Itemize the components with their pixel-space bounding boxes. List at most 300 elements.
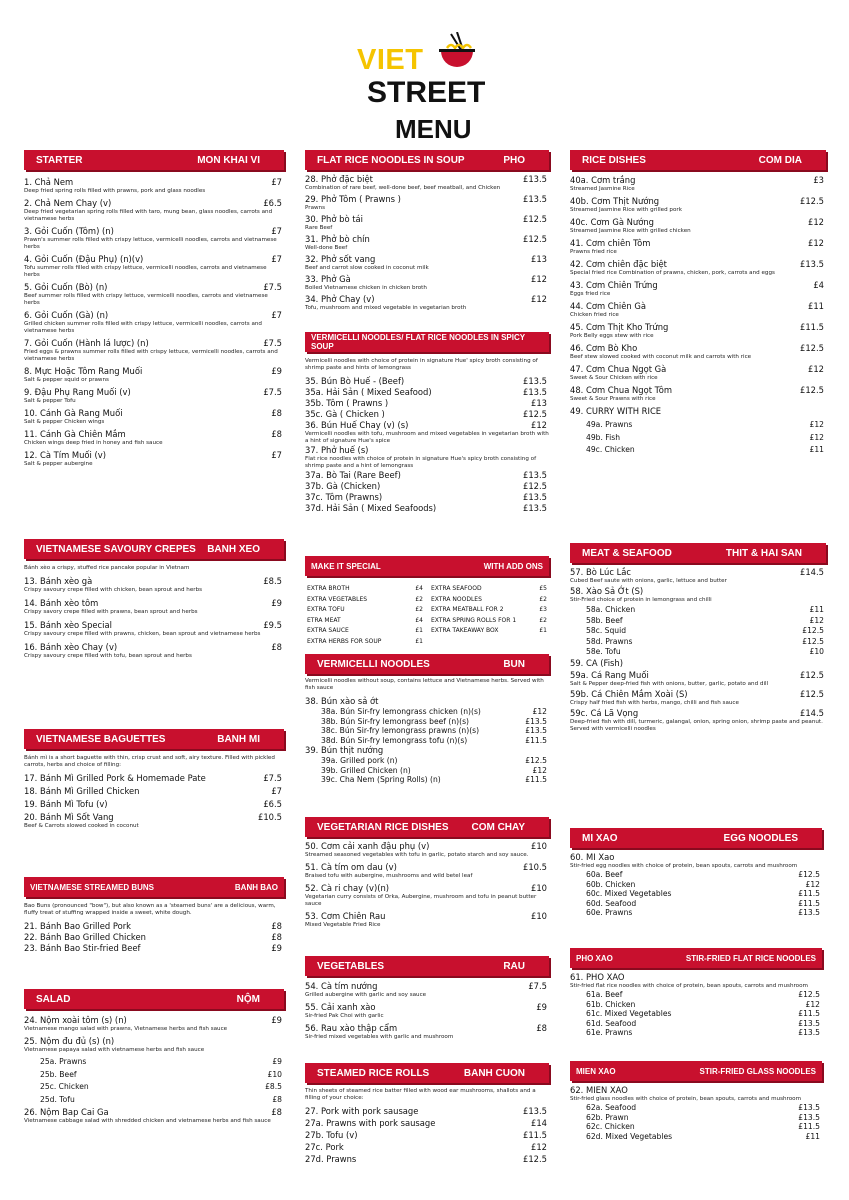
item-description: Beef and carrot slow cooked in coconut milk <box>305 265 429 271</box>
item-name: 58e. Tofu <box>586 647 621 656</box>
menu-item <box>305 398 549 409</box>
item-price: £7 <box>271 786 282 796</box>
item-name: 57. Bò Lúc Lắc <box>570 567 632 577</box>
menu-subitem <box>305 726 549 736</box>
menu-subitem <box>24 1057 284 1067</box>
item-price: £12.5 <box>800 669 824 680</box>
menu-item <box>305 492 549 503</box>
extra-item <box>431 584 547 595</box>
section-header <box>570 543 826 563</box>
menu-subitem <box>305 775 549 785</box>
item-description: Crispy savoury crepe filled with prawns, chicken, bean sprout and vietnamese herbs <box>24 631 261 637</box>
menu-item <box>24 786 284 797</box>
menu-item <box>24 1107 284 1125</box>
section-header <box>305 956 549 976</box>
item-name: 25. Nộm đu đủ (s) (n) <box>24 1036 115 1046</box>
item-price: £12 <box>809 615 824 625</box>
item-name: 28. Phở đặc biệt <box>305 174 373 184</box>
item-name: 60d. Seafood <box>586 898 637 908</box>
item-price: £7 <box>271 226 282 236</box>
item-price: £9 <box>272 1057 282 1066</box>
extra-price: £1 <box>539 627 547 634</box>
menu-item <box>570 301 826 319</box>
section-subtitle: COM CHAY <box>471 821 525 833</box>
extra-item <box>307 584 423 595</box>
menu-item <box>305 911 549 929</box>
item-description: Salt & pepper aubergine <box>24 461 93 467</box>
item-name: 9. Đậu Phụ Rang Muối (v) <box>24 387 131 397</box>
item-name: 58b. Beef <box>586 615 623 625</box>
item-price: £10 <box>531 841 547 851</box>
item-price: £10 <box>809 647 824 656</box>
item-description: Special fried rice Combination of prawns, chicken, pork, carrots and eggs <box>570 270 775 276</box>
item-name: 21. Bánh Bao Grilled Pork <box>24 921 132 931</box>
menu-item <box>24 254 284 279</box>
extra-item <box>431 616 547 627</box>
item-name: 52. Cà ri chay (v)(n) <box>305 883 390 893</box>
item-name: 49c. Chicken <box>586 445 635 454</box>
item-description: Deep fried spring rolls filled with prawns, pork and glass noodles <box>24 188 206 194</box>
menu-item <box>570 196 826 214</box>
item-description: Streamed Jasmine Rice with grilled pork <box>570 207 682 213</box>
item-price: £9 <box>536 1002 547 1012</box>
menu-item <box>570 322 826 340</box>
menu-item <box>24 450 284 468</box>
item-name: 62d. Mixed Vegetables <box>586 1131 673 1141</box>
menu-item <box>305 409 549 420</box>
item-description: Crispy half fried fish with herbs, mango, chilli and fish sauce <box>570 699 739 706</box>
section-header <box>570 1061 822 1081</box>
menu-item <box>570 1085 822 1103</box>
item-name: 25c. Chicken <box>40 1082 89 1091</box>
section-title: MIEN XAO <box>576 1066 616 1076</box>
menu-item <box>570 238 826 256</box>
menu-item <box>570 364 826 382</box>
extra-price: £1 <box>415 637 423 645</box>
menu-subitem <box>570 1000 822 1010</box>
item-name: 49b. Fish <box>586 432 621 442</box>
item-name: 59b. Cá Chiên Mắm Xoài (S) <box>570 688 688 699</box>
item-price: £14 <box>531 1118 547 1128</box>
item-price: £8 <box>271 642 282 652</box>
item-price: £12 <box>808 217 824 227</box>
item-description: Beef summer rolls filled with crispy lettuce, vermicelli noodles, carrots and vietnamese herbs <box>24 293 268 306</box>
item-price: £12.5 <box>798 990 820 999</box>
section-header <box>24 150 284 170</box>
section-header <box>570 948 822 968</box>
item-name: 32. Phở sốt vang <box>305 254 376 264</box>
item-price: £12.5 <box>800 196 824 206</box>
extras-column <box>431 584 547 647</box>
menu-subitem <box>570 889 822 899</box>
item-description: Rare Beef <box>305 225 333 231</box>
section-title: STARTER <box>36 154 83 166</box>
section-pho <box>305 150 549 312</box>
extra-item <box>431 595 547 606</box>
menu-subitem <box>570 1132 822 1142</box>
item-name: 39a. Grilled pork (n) <box>321 756 398 765</box>
section-header <box>24 539 284 559</box>
menu-item <box>570 670 826 688</box>
menu-subitem <box>570 1009 822 1019</box>
item-description: Sweet & Sour Prawns with rice <box>570 396 656 402</box>
item-name: 59c. Cá Lã Vọng <box>570 707 639 718</box>
item-price: £12 <box>809 432 824 442</box>
item-name: 12. Cà Tím Muối (v) <box>24 450 107 460</box>
item-name: 47. Cơm Chua Ngọt Gà <box>570 364 667 374</box>
item-price: £12.5 <box>802 626 824 635</box>
section-subtitle: THIT & HAI SAN <box>725 547 802 559</box>
item-description: Stir-fried glass noodles with choice of protein, bean spouts, carrots and mushroom <box>570 1096 802 1102</box>
item-price: £7.5 <box>263 773 282 783</box>
menu-item <box>305 696 549 707</box>
item-name: 39b. Grilled Chicken (n) <box>321 765 411 775</box>
item-name: 40b. Cơm Thịt Nướng <box>570 196 660 206</box>
item-price: £13.5 <box>798 1112 820 1122</box>
item-description: Crispy savory crepe filled with prawns, bean sprout and herbs <box>24 609 198 615</box>
item-description: Prawns <box>305 205 326 211</box>
item-name: 34. Phở Chay (v) <box>305 294 375 304</box>
item-description: Flat rice noodles with choice of protein in signature Hue's spicy broth consisting of shrimp paste and a hint of lemongrass <box>305 456 537 469</box>
section-title: FLAT RICE NOODLES IN SOUP <box>317 154 465 166</box>
menu-item <box>305 387 549 398</box>
item-name: 38a. Bún Sir-fry lemongrass chicken (n)(s) <box>321 707 481 716</box>
item-name: 30. Phở bò tái <box>305 214 363 224</box>
item-price: £8 <box>271 429 282 439</box>
item-name: 17. Bánh Mì Grilled Pork & Homemade Pate <box>24 773 206 783</box>
menu-item <box>24 177 284 195</box>
item-name: 40c. Cơm Gà Nướng <box>570 217 654 227</box>
menu-item <box>24 576 284 594</box>
section-header <box>305 817 549 837</box>
item-price: £13.5 <box>523 174 547 184</box>
extra-price: £2 <box>539 595 547 603</box>
item-price: £13.5 <box>523 470 547 480</box>
item-name: 16. Bánh xèo Chay (v) <box>24 642 118 652</box>
item-name: 10. Cánh Gà Rang Muối <box>24 408 123 418</box>
item-price: £6.5 <box>263 198 282 208</box>
item-name: 23. Bánh Bao Stir-fried Beef <box>24 943 141 953</box>
item-name: 40a. Cơm trắng <box>570 175 636 185</box>
item-description: Boiled Vietnamese chicken in chicken broth <box>305 285 427 291</box>
item-name: 18. Bánh Mì Grilled Chicken <box>24 786 140 796</box>
item-name: 24. Nộm xoài tôm (s) (n) <box>24 1015 127 1025</box>
item-price: £11.5 <box>525 735 547 745</box>
item-name: 35c. Gà ( Chicken ) <box>305 409 385 419</box>
section-rice-rolls <box>305 1063 549 1165</box>
menu-subitem <box>570 433 826 443</box>
item-description: Sir-fried mixed vegetables with garlic and mushroom <box>305 1034 454 1040</box>
menu-subitem <box>570 1028 822 1038</box>
item-name: 25a. Prawns <box>40 1057 87 1066</box>
item-price: £4 <box>813 280 824 290</box>
item-price: £8.5 <box>263 576 282 586</box>
item-name: 27a. Prawns with pork sausage <box>305 1118 436 1128</box>
menu-item <box>24 282 284 307</box>
menu-subitem <box>570 605 826 615</box>
logo-line-menu: MENU <box>395 114 472 144</box>
section-salad <box>24 989 284 1125</box>
item-description: Crispy savoury crepe filled with chicken, bean sprout and herbs <box>24 587 203 593</box>
extra-name: EXTRA VEGETABLES <box>307 595 368 603</box>
extra-name: EXTRA TAKEAWAY BOX <box>431 627 499 634</box>
section-title: VERMICELLI NOODLES <box>317 658 430 670</box>
menu-item <box>305 470 549 481</box>
item-price: £12.5 <box>523 481 547 491</box>
menu-item <box>305 1106 549 1117</box>
item-name: 35. Bún Bò Huế - (Beef) <box>305 376 405 386</box>
item-name: 61e. Prawns <box>586 1028 633 1037</box>
item-price: £12 <box>808 238 824 248</box>
item-price: £7 <box>271 310 282 320</box>
menu-item <box>24 366 284 384</box>
section-crepes <box>24 539 284 660</box>
extra-name: ETRA MEAT <box>307 616 341 624</box>
menu-item <box>24 799 284 810</box>
menu-subitem <box>570 1113 822 1123</box>
section-title: RICE DISHES <box>582 154 646 166</box>
item-name: 20. Bánh Mì Sốt Vang <box>24 812 114 822</box>
item-name: 38. Bún xào sả ớt <box>305 696 379 706</box>
item-name: 37a. Bò Tai (Rare Beef) <box>305 470 401 480</box>
item-price: £12.5 <box>800 688 824 699</box>
item-description: Well-done Beef <box>305 245 348 251</box>
item-price: £7 <box>271 177 282 187</box>
section-title: MEAT & SEAFOOD <box>582 547 672 559</box>
item-name: 43. Cơm Chiên Trứng <box>570 280 658 290</box>
item-description: Streamed seasoned vegetables with tofu in garlic, potato starch and soy sauce. <box>305 852 529 858</box>
item-description: Eggs fried rice <box>570 291 611 297</box>
item-price: £3 <box>813 175 824 185</box>
item-price: £13.5 <box>525 726 547 735</box>
extra-price: £4 <box>415 616 423 624</box>
item-name: 27d. Prawns <box>305 1154 357 1164</box>
item-price: £12.5 <box>800 343 824 353</box>
menu-item <box>570 586 826 604</box>
section-title: MAKE IT SPECIAL <box>311 561 381 571</box>
item-description: Salt & Pepper deep-fried fish with onions, butter, garlic, potato and dill <box>570 680 769 687</box>
item-name: 4. Gỏi Cuốn (Đậu Phụ) (n)(v) <box>24 254 144 264</box>
item-description: Tofu summer rolls filled with crispy lettuce, vermicelli noodles, carrots and vietnamese herbs <box>24 265 267 278</box>
item-price: £13.5 <box>523 503 547 513</box>
item-name: 11. Cánh Gà Chiên Mắm <box>24 429 126 439</box>
item-price: £9 <box>271 943 282 953</box>
menu-item <box>24 226 284 251</box>
section-intro: Vermicelli noodles without soup, contains lettuce and Vietnamese herbs. Served with fish sauce <box>305 678 544 691</box>
menu-subitem <box>570 445 826 455</box>
menu-item <box>24 408 284 426</box>
section-header <box>305 1063 549 1083</box>
item-description: Beef stew slowed cooked with coconut milk and carrots with rice <box>570 354 752 360</box>
item-price: £13 <box>531 398 547 408</box>
menu-item <box>24 429 284 447</box>
section-buns <box>24 877 284 954</box>
item-name: 58. Xào Sả Ớt (S) <box>570 586 644 596</box>
item-description: Stir-fried flat rice noodles with choice of protein, bean spouts, carrots and mushroom <box>570 983 808 989</box>
menu-item <box>305 214 549 232</box>
item-name: 27c. Pork <box>305 1142 344 1152</box>
item-name: 5. Gỏi Cuốn (Bò) (n) <box>24 282 108 292</box>
section-title: MI XAO <box>582 832 618 844</box>
item-description: Chicken fried rice <box>570 312 619 318</box>
item-name: 53. Cơm Chiên Rau <box>305 911 386 921</box>
item-name: 13. Bánh xèo gà <box>24 576 93 586</box>
section-subtitle: STIR-FRIED GLASS NOODLES <box>699 1066 816 1076</box>
section-title: VERMICELLI NOODLES/ FLAT RICE NOODLES IN SPICY SOUP <box>311 333 525 351</box>
section-intro: Bánh xèo a crispy, stuffed rice pancake popular in Vietnam <box>24 565 190 571</box>
item-name: 50. Cơm cải xanh đậu phụ (v) <box>305 841 430 851</box>
item-name: 8. Mực Hoặc Tôm Rang Muối <box>24 366 143 376</box>
item-price: £12 <box>532 707 547 716</box>
section-extras <box>305 556 549 647</box>
item-price: £12 <box>531 274 547 284</box>
menu-item <box>24 620 284 638</box>
menu-item <box>24 198 284 223</box>
item-name: 27b. Tofu (v) <box>305 1130 358 1140</box>
item-name: 51. Cà tím om dau (v) <box>305 862 397 872</box>
item-price: £13.5 <box>798 908 820 917</box>
item-price: £12 <box>808 364 824 374</box>
item-price: £12 <box>805 879 820 889</box>
item-price: £8 <box>536 1023 547 1033</box>
menu-item <box>570 217 826 235</box>
menu-subitem <box>570 870 822 880</box>
menu-item <box>305 376 549 387</box>
item-price: £12.5 <box>523 1154 547 1164</box>
item-description: Sweet & Sour Chicken with rice <box>570 375 658 381</box>
menu-subitem <box>24 1095 284 1105</box>
item-name: 61c. Mixed Vegetables <box>586 1009 672 1018</box>
menu-item <box>305 254 549 272</box>
item-price: £12.5 <box>798 870 820 879</box>
menu-item <box>305 1142 549 1153</box>
item-price: £7 <box>271 450 282 460</box>
item-price: £13.5 <box>523 1106 547 1116</box>
extra-name: EXTRA HERBS FOR SOUP <box>307 637 382 645</box>
menu-item <box>305 841 549 859</box>
item-price: £8 <box>271 932 282 942</box>
item-price: £13.5 <box>523 387 547 397</box>
item-name: 29. Phở Tôm ( Prawns ) <box>305 194 401 204</box>
extra-price: £2 <box>415 606 423 613</box>
item-name: 38d. Bún Sir-fry lemongrass tofu (n)(s) <box>321 735 468 745</box>
item-description: Vietnamese cabbage salad with shredded chicken and vietnamese herbs and fish sauce <box>24 1118 271 1124</box>
item-price: £11.5 <box>800 322 824 332</box>
item-price: £7.5 <box>263 338 282 348</box>
item-price: £12 <box>531 420 547 430</box>
item-description: Streamed Jasmine Rice with grilled chicken <box>570 228 691 234</box>
item-name: 25d. Tofu <box>40 1094 75 1104</box>
item-name: 61d. Seafood <box>586 1018 637 1028</box>
section-rice-dishes <box>570 150 826 455</box>
item-description: Vermicelli noodles with tofu, mushroom and mixed vegetables in vegetarian broth with a hint of signature Hue's spice <box>305 431 549 444</box>
item-name: 62a. Seafood <box>586 1103 637 1112</box>
item-description: Grilled chicken summer rolls filled with crispy lettuce, vermicelli noodles, carrots and vietnamese herbs <box>24 321 262 334</box>
item-name: 60b. Chicken <box>586 879 636 889</box>
section-subtitle: BUN <box>503 658 525 670</box>
section-intro: Bao Buns (pronounced "bow"), but also known as a 'steamed buns' are a delicious, warm, fluffy treat of stuffing wrapped inside a sweet, white dough. <box>24 903 276 916</box>
menu-subitem <box>305 736 549 746</box>
extra-name: EXTRA NOODLES <box>431 595 482 603</box>
logo-line-street: STREET <box>367 76 486 109</box>
menu-subitem <box>570 899 822 909</box>
item-name: 36. Bún Huế Chay (v) (s) <box>305 420 409 430</box>
item-description: Vegetarian curry consists of Orka, Aubergine, mushroom and tofu in peanut butter sauce <box>305 894 537 907</box>
section-subtitle: BANH BAO <box>234 882 278 892</box>
item-price: £8.5 <box>265 1082 282 1091</box>
item-name: 35b. Tôm ( Prawns ) <box>305 398 389 408</box>
item-price: £6.5 <box>263 799 282 809</box>
menu-item <box>570 689 826 707</box>
menu-item <box>305 981 549 999</box>
section-title: VIETNAMESE BAGUETTES <box>36 733 166 745</box>
noodle-bowl-icon <box>437 32 477 74</box>
menu-subitem <box>570 1103 822 1113</box>
menu-item <box>305 481 549 492</box>
item-name: 61. PHO XAO <box>570 972 625 982</box>
extra-item <box>307 637 423 648</box>
menu-item <box>305 745 549 756</box>
menu-item <box>305 294 549 312</box>
item-description: Deep-fried fish with dill, turmeric, galangal, onion, spring onion, shrimp paste and peanut. Served with vermicelli noodles <box>570 718 823 732</box>
menu-subitem <box>570 647 826 657</box>
item-description: Cubed Beef saute with onions, garlic, lettuce and butter <box>570 578 727 584</box>
section-intro: Thin sheets of steamed rice batter filled with wood ear mushrooms, shallots and a filling of your choice: <box>305 1088 536 1101</box>
menu-item <box>24 1036 284 1054</box>
item-name: 39. Bún thịt nướng <box>305 745 384 755</box>
item-price: £12 <box>805 999 820 1009</box>
menu-item <box>24 1015 284 1033</box>
extra-item <box>307 605 423 616</box>
extra-price: £3 <box>539 606 547 613</box>
menu-item <box>305 1154 549 1165</box>
item-name: 37b. Gà (Chicken) <box>305 481 381 491</box>
item-description: Salt & pepper squid or prawns <box>24 377 109 383</box>
item-name: 62c. Chicken <box>586 1122 635 1131</box>
extra-price: £2 <box>539 616 547 624</box>
item-price: £13.5 <box>525 716 547 726</box>
menu-item <box>305 1002 549 1020</box>
item-name: 31. Phở bò chín <box>305 234 370 244</box>
section-vegetarian-rice <box>305 817 549 929</box>
section-vegetables <box>305 956 549 1041</box>
item-description: Streamed Jasmine Rice <box>570 186 635 192</box>
item-price: £7.5 <box>528 981 547 991</box>
item-price: £12 <box>531 1142 547 1152</box>
item-price: £11.5 <box>798 1009 820 1018</box>
item-name: 49a. Prawns <box>586 420 633 429</box>
extra-price: £4 <box>415 585 423 592</box>
item-name: 33. Phở Gà <box>305 274 351 284</box>
extra-item <box>431 605 547 616</box>
menu-subitem <box>305 756 549 766</box>
item-name: 27. Pork with pork sausage <box>305 1106 419 1116</box>
section-title: VIETNAMESE SAVOURY CREPES <box>36 543 196 555</box>
menu-subitem <box>305 766 549 776</box>
section-header <box>305 654 549 674</box>
item-price: £8 <box>271 408 282 418</box>
section-header <box>570 828 822 848</box>
menu-item <box>24 943 284 954</box>
section-subtitle: STIR-FRIED FLAT RICE NOODLES <box>685 953 816 963</box>
item-price: £12.5 <box>523 409 547 419</box>
section-intro: Bánh mì is a short baguette with thin, crisp crust and soft, airy texture. Filled with pickled carrots, herbs and choice of filling: <box>24 755 275 768</box>
menu-item <box>24 812 284 830</box>
item-name: 38b. Bún Sir-fry lemongrass beef (n)(s) <box>321 716 469 726</box>
extra-name: EXTRA SEAFOOD <box>431 585 482 592</box>
menu-item <box>305 234 549 252</box>
item-name: 62b. Prawn <box>586 1112 629 1122</box>
